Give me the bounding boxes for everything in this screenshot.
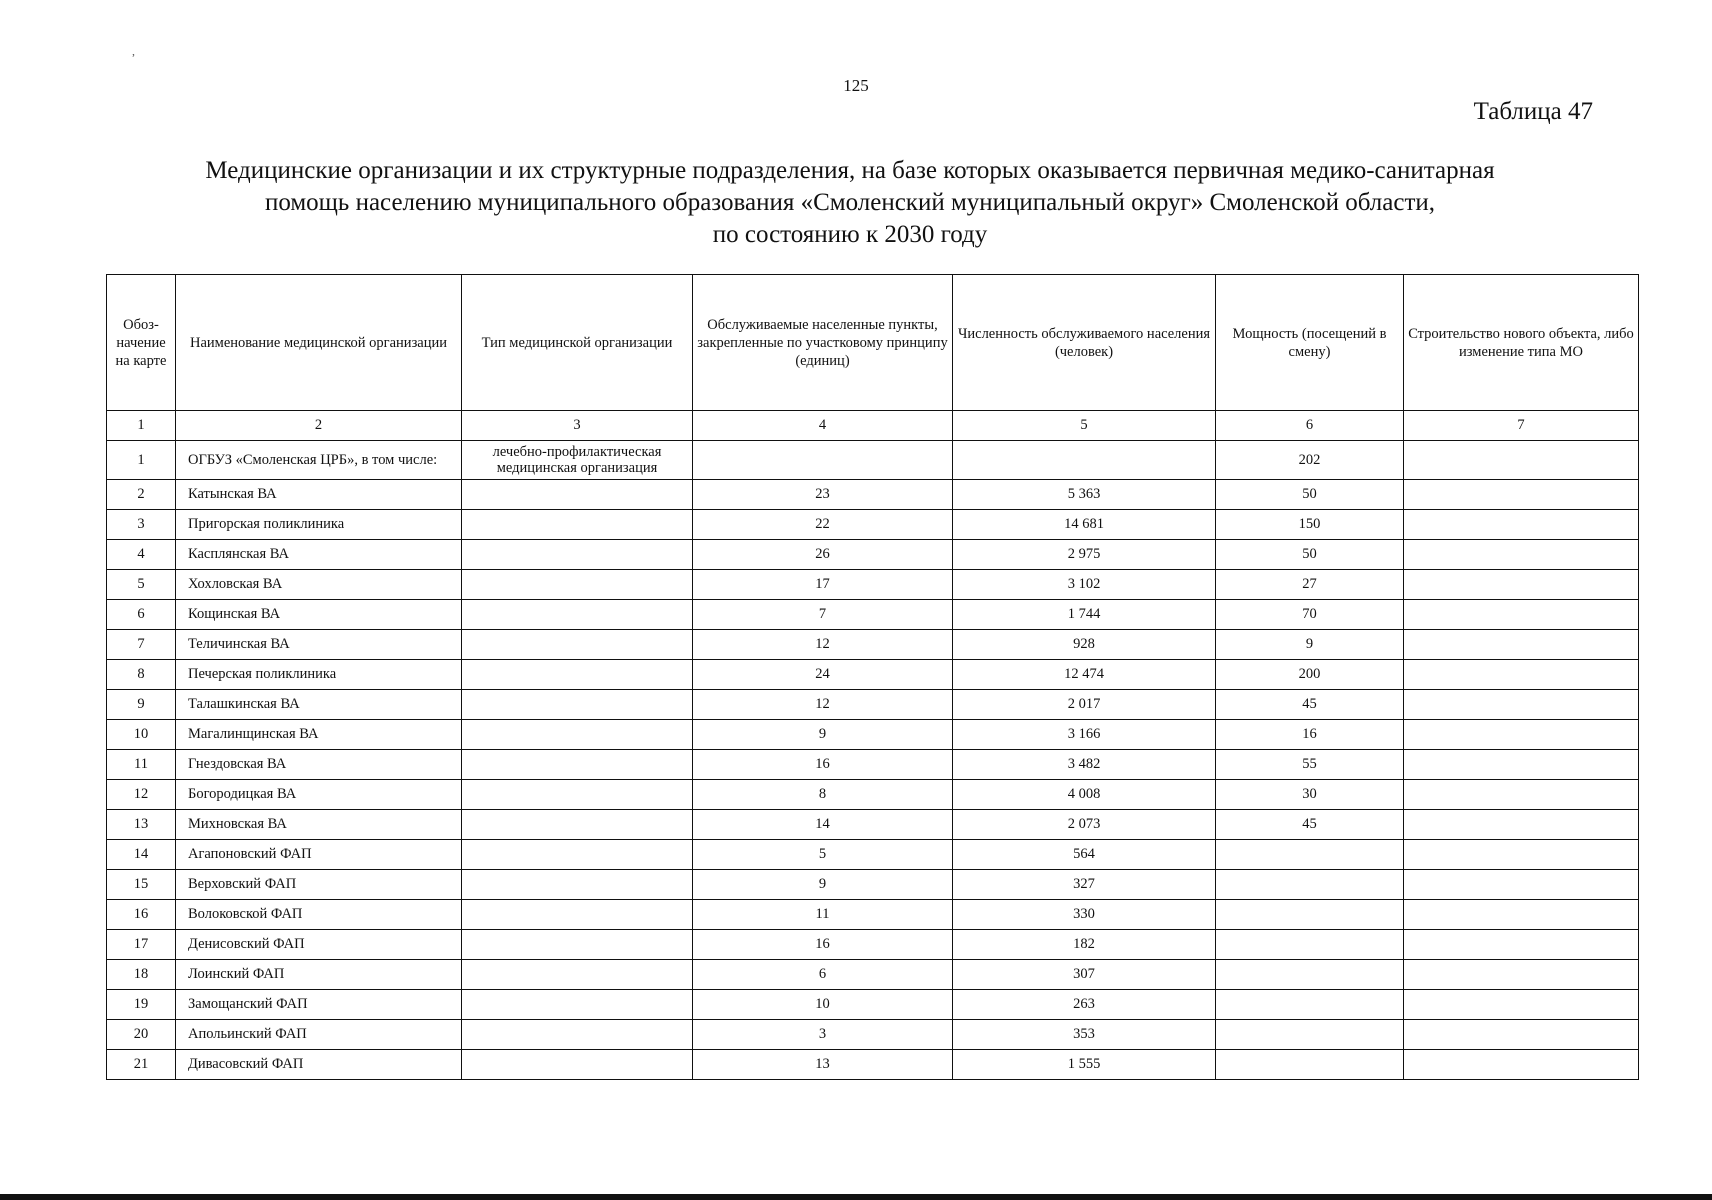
cell-capacity: 45 — [1216, 690, 1404, 720]
cell-settlements: 7 — [693, 600, 953, 630]
table-row — [107, 480, 1639, 510]
cell-population: 182 — [953, 930, 1216, 960]
header-organization-type: Тип медицинской организации — [462, 275, 693, 411]
cell-organization-type — [462, 690, 693, 720]
cell-organization-name: Печерская поликлиника — [176, 660, 462, 690]
cell-construction — [1404, 960, 1639, 990]
cell-organization-name: Богородицкая ВА — [176, 780, 462, 810]
cell-settlements: 11 — [693, 900, 953, 930]
header-construction: Строительство нового объекта, либо изменение типа МО — [1404, 275, 1639, 411]
cell-organization-name: Волоковской ФАП — [176, 900, 462, 930]
cell-capacity: 30 — [1216, 780, 1404, 810]
cell-organization-type — [462, 480, 693, 510]
cell-organization-type — [462, 900, 693, 930]
title-line: помощь населению муниципального образования «Смоленский муниципальный округ» Смоленской области, — [264, 189, 1436, 216]
cell-organization-name: Михновская ВА — [176, 810, 462, 840]
cell-organization-name: Катынская ВА — [176, 480, 462, 510]
cell-settlements: 6 — [693, 960, 953, 990]
cell-construction — [1404, 660, 1639, 690]
cell-construction — [1404, 810, 1639, 840]
cell-population: 14 681 — [953, 510, 1216, 540]
cell-organization-name: Касплянская ВА — [176, 540, 462, 570]
cell-organization-name: Верховский ФАП — [176, 870, 462, 900]
cell-population: 263 — [953, 990, 1216, 1020]
cell-capacity — [1216, 840, 1404, 870]
cell-capacity: 55 — [1216, 750, 1404, 780]
cell-settlements — [693, 441, 953, 480]
cell-designation: 13 — [107, 810, 176, 840]
table-row — [107, 960, 1639, 990]
cell-settlements: 12 — [693, 690, 953, 720]
page-number: 125 — [843, 76, 869, 95]
cell-construction — [1404, 570, 1639, 600]
cell-construction — [1404, 480, 1639, 510]
cell-construction — [1404, 990, 1639, 1020]
cell-settlements: 16 — [693, 930, 953, 960]
cell-designation: 15 — [107, 870, 176, 900]
cell-designation: 3 — [107, 510, 176, 540]
cell-designation: 12 — [107, 780, 176, 810]
cell-designation: 17 — [107, 930, 176, 960]
cell-population: 2 017 — [953, 690, 1216, 720]
cell-organization-type: лечебно-профилактическая медицинская организация — [462, 441, 693, 480]
cell-designation: 2 — [107, 480, 176, 510]
cell-construction — [1404, 900, 1639, 930]
table-row — [107, 441, 1639, 480]
table-row — [107, 570, 1639, 600]
cell-settlements: 8 — [693, 780, 953, 810]
cell-designation: 4 — [107, 540, 176, 570]
cell-capacity: 16 — [1216, 720, 1404, 750]
cell-settlements: 17 — [693, 570, 953, 600]
cell-settlements: 9 — [693, 870, 953, 900]
table-header-row — [107, 275, 1639, 411]
header-designation: Обоз-начение на карте — [107, 275, 176, 411]
cell-population: 12 474 — [953, 660, 1216, 690]
cell-organization-name: Апольинский ФАП — [176, 1020, 462, 1050]
header-capacity: Мощность (посещений в смену) — [1216, 275, 1404, 411]
column-number: 3 — [462, 411, 693, 441]
cell-designation: 11 — [107, 750, 176, 780]
header-population: Численность обслуживаемого населения (человек) — [953, 275, 1216, 411]
cell-settlements: 23 — [693, 480, 953, 510]
cell-settlements: 5 — [693, 840, 953, 870]
cell-construction — [1404, 930, 1639, 960]
cell-designation: 6 — [107, 600, 176, 630]
table-label: Таблица 47 — [1473, 98, 1593, 125]
cell-population — [953, 441, 1216, 480]
cell-organization-type — [462, 960, 693, 990]
cell-population: 2 073 — [953, 810, 1216, 840]
cell-designation: 1 — [107, 441, 176, 480]
cell-organization-type — [462, 810, 693, 840]
cell-organization-type — [462, 870, 693, 900]
table-row — [107, 540, 1639, 570]
cell-organization-type — [462, 720, 693, 750]
cell-construction — [1404, 690, 1639, 720]
document-title — [80, 155, 1620, 251]
cell-construction — [1404, 441, 1639, 480]
cell-organization-type — [462, 600, 693, 630]
cell-capacity — [1216, 870, 1404, 900]
column-number: 1 — [107, 411, 176, 441]
cell-organization-name: Гнездовская ВА — [176, 750, 462, 780]
cell-organization-name: Пригорская поликлиника — [176, 510, 462, 540]
cell-settlements: 26 — [693, 540, 953, 570]
cell-organization-type — [462, 630, 693, 660]
cell-settlements: 14 — [693, 810, 953, 840]
medical-organizations-table — [106, 274, 1639, 1080]
cell-organization-name: Хохловская ВА — [176, 570, 462, 600]
cell-population: 3 166 — [953, 720, 1216, 750]
cell-settlements: 24 — [693, 660, 953, 690]
table-row — [107, 630, 1639, 660]
cell-capacity: 150 — [1216, 510, 1404, 540]
cell-designation: 10 — [107, 720, 176, 750]
cell-capacity: 50 — [1216, 540, 1404, 570]
table-row — [107, 1020, 1639, 1050]
cell-organization-type — [462, 840, 693, 870]
cell-organization-name: Лоинский ФАП — [176, 960, 462, 990]
table-row — [107, 870, 1639, 900]
cell-population: 5 363 — [953, 480, 1216, 510]
cell-capacity: 202 — [1216, 441, 1404, 480]
column-number-row — [107, 411, 1639, 441]
cell-organization-name: Агапоновский ФАП — [176, 840, 462, 870]
scan-speck: , — [132, 44, 135, 58]
cell-settlements: 3 — [693, 1020, 953, 1050]
cell-organization-type — [462, 930, 693, 960]
cell-settlements: 10 — [693, 990, 953, 1020]
column-number: 4 — [693, 411, 953, 441]
cell-construction — [1404, 510, 1639, 540]
cell-capacity: 9 — [1216, 630, 1404, 660]
cell-construction — [1404, 750, 1639, 780]
table-row — [107, 990, 1639, 1020]
table-row — [107, 900, 1639, 930]
header-settlements: Обслуживаемые населенные пункты, закрепленные по участковому принципу (единиц) — [693, 275, 953, 411]
cell-capacity — [1216, 900, 1404, 930]
cell-organization-name: Денисовский ФАП — [176, 930, 462, 960]
cell-organization-type — [462, 750, 693, 780]
table-row — [107, 780, 1639, 810]
cell-construction — [1404, 870, 1639, 900]
cell-population: 330 — [953, 900, 1216, 930]
cell-organization-name: Замощанский ФАП — [176, 990, 462, 1020]
cell-settlements: 12 — [693, 630, 953, 660]
cell-population: 564 — [953, 840, 1216, 870]
cell-organization-type — [462, 780, 693, 810]
cell-capacity — [1216, 990, 1404, 1020]
table-row — [107, 840, 1639, 870]
cell-capacity — [1216, 960, 1404, 990]
scan-border-line — [0, 1194, 1712, 1200]
cell-settlements: 22 — [693, 510, 953, 540]
cell-construction — [1404, 540, 1639, 570]
table-row — [107, 660, 1639, 690]
cell-designation: 5 — [107, 570, 176, 600]
table-row — [107, 600, 1639, 630]
cell-organization-type — [462, 660, 693, 690]
cell-construction — [1404, 840, 1639, 870]
cell-organization-type — [462, 1020, 693, 1050]
title-line: по состоянию к 2030 году — [712, 221, 988, 248]
column-number: 7 — [1404, 411, 1639, 441]
cell-capacity — [1216, 930, 1404, 960]
cell-capacity — [1216, 1020, 1404, 1050]
cell-construction — [1404, 1020, 1639, 1050]
table-row — [107, 930, 1639, 960]
cell-population: 353 — [953, 1020, 1216, 1050]
cell-population: 327 — [953, 870, 1216, 900]
cell-designation: 20 — [107, 1020, 176, 1050]
cell-organization-name: Магалинщинская ВА — [176, 720, 462, 750]
cell-settlements: 16 — [693, 750, 953, 780]
cell-capacity: 70 — [1216, 600, 1404, 630]
column-number: 2 — [176, 411, 462, 441]
cell-population: 307 — [953, 960, 1216, 990]
cell-capacity: 27 — [1216, 570, 1404, 600]
cell-settlements: 13 — [693, 1050, 953, 1080]
cell-construction — [1404, 1050, 1639, 1080]
table-row — [107, 510, 1639, 540]
cell-settlements: 9 — [693, 720, 953, 750]
table-row — [107, 750, 1639, 780]
cell-designation: 9 — [107, 690, 176, 720]
cell-organization-type — [462, 1050, 693, 1080]
cell-designation: 21 — [107, 1050, 176, 1080]
title-line: Медицинские организации и их структурные подразделения, на базе которых оказывается первичная медико-санитарная — [205, 157, 1495, 184]
cell-capacity — [1216, 1050, 1404, 1080]
cell-organization-name: Талашкинская ВА — [176, 690, 462, 720]
column-number: 5 — [953, 411, 1216, 441]
cell-population: 3 102 — [953, 570, 1216, 600]
cell-capacity: 200 — [1216, 660, 1404, 690]
cell-population: 1 555 — [953, 1050, 1216, 1080]
cell-construction — [1404, 780, 1639, 810]
cell-organization-type — [462, 510, 693, 540]
cell-population: 4 008 — [953, 780, 1216, 810]
cell-construction — [1404, 630, 1639, 660]
table-row — [107, 690, 1639, 720]
cell-population: 2 975 — [953, 540, 1216, 570]
cell-designation: 16 — [107, 900, 176, 930]
cell-organization-type — [462, 540, 693, 570]
cell-organization-name: ОГБУЗ «Смоленская ЦРБ», в том числе: — [176, 441, 462, 480]
cell-capacity: 50 — [1216, 480, 1404, 510]
table-row — [107, 720, 1639, 750]
cell-designation: 19 — [107, 990, 176, 1020]
cell-designation: 7 — [107, 630, 176, 660]
cell-designation: 14 — [107, 840, 176, 870]
cell-designation: 18 — [107, 960, 176, 990]
cell-capacity: 45 — [1216, 810, 1404, 840]
cell-organization-name: Дивасовский ФАП — [176, 1050, 462, 1080]
cell-organization-type — [462, 990, 693, 1020]
table-row — [107, 810, 1639, 840]
column-number: 6 — [1216, 411, 1404, 441]
cell-organization-name: Кощинская ВА — [176, 600, 462, 630]
cell-construction — [1404, 600, 1639, 630]
header-organization-name: Наименование медицинской организации — [176, 275, 462, 411]
cell-population: 3 482 — [953, 750, 1216, 780]
cell-construction — [1404, 720, 1639, 750]
cell-organization-name: Теличинская ВА — [176, 630, 462, 660]
cell-designation: 8 — [107, 660, 176, 690]
cell-population: 1 744 — [953, 600, 1216, 630]
table-row — [107, 1050, 1639, 1080]
cell-population: 928 — [953, 630, 1216, 660]
cell-organization-type — [462, 570, 693, 600]
